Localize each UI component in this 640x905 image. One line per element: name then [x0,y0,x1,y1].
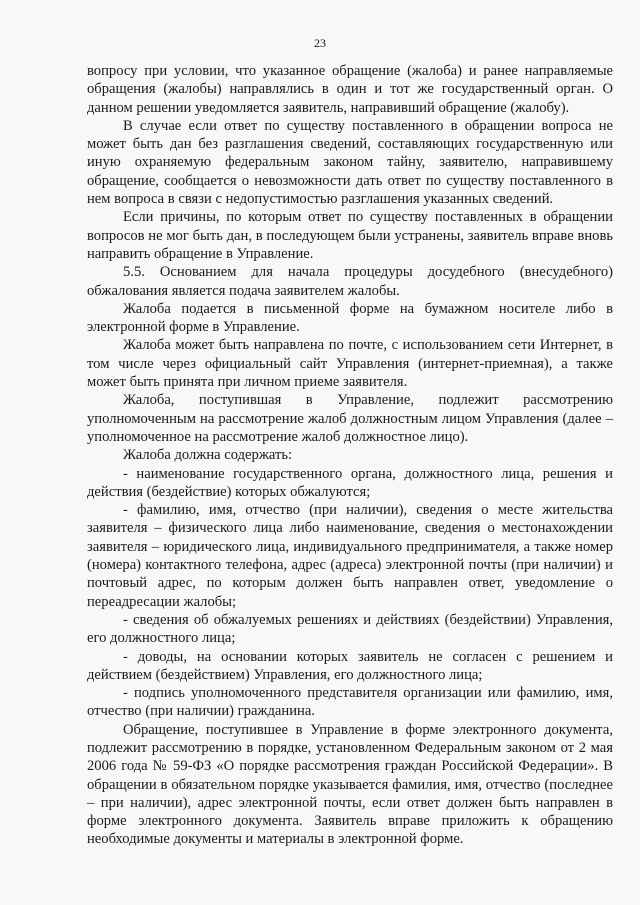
paragraph: Жалоба подается в письменной форме на бумажном носителе либо в электронной форме в Управление. [87,300,613,336]
paragraph: - подпись уполномоченного представителя организации или фамилию, имя, отчество (при наличии) гражданина. [87,685,613,720]
paragraph: Жалоба может быть направлена по почте, с использованием сети Интернет, в том числе через официальный сайт Управления (интернет-приемная), а также может быть принята при личном приеме заявителя. [87,337,613,391]
paragraph: Если причины, по которым ответ по существу поставленных в обращении вопросов не мог быть дан, в последующем были устранены, заявитель вправе вновь направить обращение в Управление. [87,209,613,262]
page-number: 23 [314,36,326,50]
paragraph: - сведения об обжалуемых решениях и действиях (бездействии) Управления, его должностного лица; [87,611,613,647]
paragraph: 5.5. Основанием для начала процедуры досудебного (внесудебного) обжалования является подача заявителем жалобы. [87,264,613,299]
paragraph: В случае если ответ по существу поставленного в обращении вопроса не может быть дан без разглашения сведений, составляющих государственную или иную охраняемую федеральным законом тайну, заявителю, направившему обращение, сообщается о невозможности дать ответ по существу поставленного в нем вопроса в связи с недопустимостью разглашения указанных сведений. [87,117,613,208]
document-body [87,62,613,849]
paragraph: - фамилию, имя, отчество (при наличии), сведения о месте жительства заявителя – физического лица либо наименование, сведения о местонахождении заявителя – юридического лица, индивидуального предпринимателя, а также номер (номера) контактного телефона, адрес (адреса) электронной почты (при наличии) и почтовый адрес, по которым должен быть направлен ответ, уведомление о переадресации жалобы; [87,502,613,610]
paragraph: - доводы, на основании которых заявитель не согласен с решением и действием (бездействием) Управления, его должностного лица; [87,648,613,683]
paragraph: Жалоба, поступившая в Управление, подлежит рассмотрению уполномоченным на рассмотрение жалоб должностным лицом Управления (далее – уполномоченное на рассмотрение жалоб должностное лицо). [87,392,613,445]
paragraph: - наименование государственного органа, должностного лица, решения и действия (бездействие) которых обжалуются; [87,465,613,500]
paragraph: Обращение, поступившее в Управление в форме электронного документа, подлежит рассмотрению в порядке, установленном Федеральным законом от 2 мая 2006 года № 59-ФЗ «О порядке рассмотрения граждан Российской Федерации». В обращении в обязательном порядке указывается фамилия, имя, отчество (последнее – при наличии), адрес электронной почты, если ответ должен быть направлен в форме электронного документа. Заявитель вправе приложить к обращению необходимые документы и материалы в электронной форме. [87,721,613,848]
paragraph: Жалоба должна содержать: [123,447,293,464]
paragraph: вопросу при условии, что указанное обращение (жалоба) и ранее направляемые обращения (жалобы) направлялись в один и тот же государственный орган. О данном решении уведомляется заявитель, направивший обращение (жалобу). [87,63,613,116]
